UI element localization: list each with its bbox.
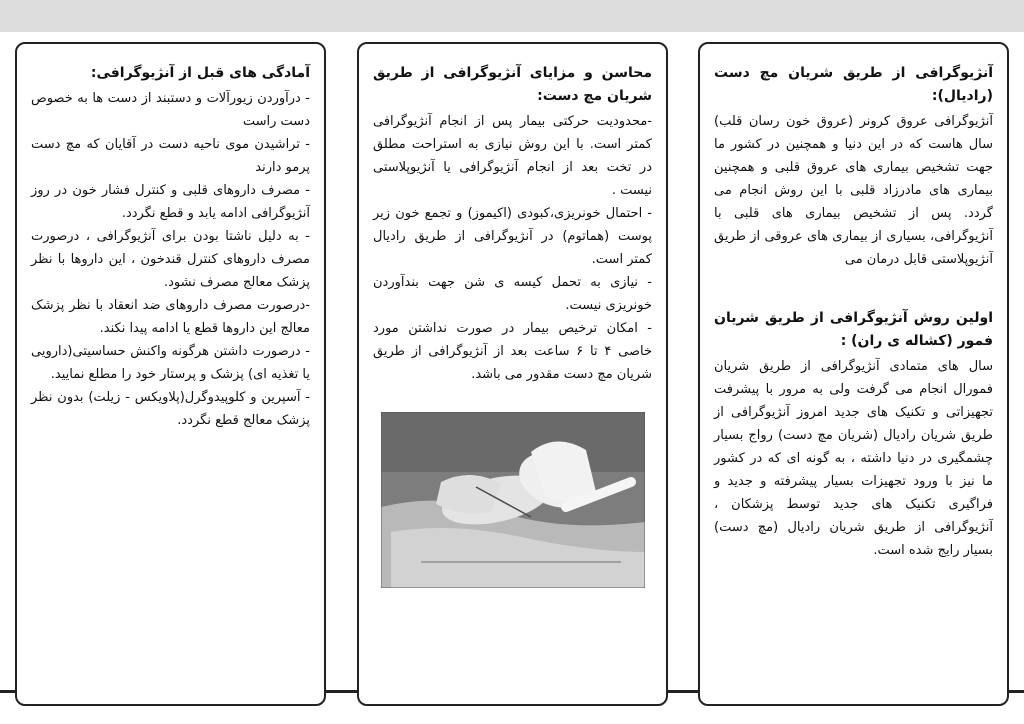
advantage-item: - احتمال خونریزی،کبودی (اکیموز) و تجمع خون زیر پوست (هماتوم) در آنژیوگرافی از طریق رادیال کمتر است. (373, 206, 652, 267)
advantages-title: محاسن و مزایای آنژیوگرافی از طریق شریان مچ دست: (373, 65, 652, 104)
preparation-item: -درصورت مصرف داروهای ضد انعقاد با نظر پزشک معالج این داروها قطع یا ادامه پیدا نکند. (31, 298, 310, 336)
top-band (0, 0, 1024, 32)
panel-radial-angiography (698, 42, 1009, 706)
preparation-title: آمادگی های قبل از آنژیوگرافی: (90, 65, 310, 81)
procedure-photo (381, 412, 645, 588)
preparation-item: - آسپرین و کلوپیدوگرل(پلاویکس - زیلت) بدون نظر پزشک معالج قطع نگردد. (31, 390, 310, 428)
femoral-section-title: اولین روش آنژیوگرافی از طریق شریان فمور (کشاله ی ران) : (714, 310, 993, 349)
radial-section-body: آنژیوگرافی عروق کرونر (عروق خون رسان قلب) سال هاست که در این دنیا و همچنین در کشور ما جهت تشخیص بیماری های عروق قلبی و همچنین بیماری های مادرزاد قلبی با این روش انجام می گردد. پس از تشخیص بیماری های قلبی با آنژیوگرافی، بسیاری از بیماری های عروقی از طریق آنژیوپلاستی قابل درمان می (714, 114, 993, 267)
advantage-item: - نیازی به تحمل کیسه ی شن جهت بندآوردن خونریزی نیست. (373, 275, 652, 313)
preparation-item: - درآوردن زیورآلات و دستبند از دست ها به خصوص دست راست (31, 91, 310, 129)
gloved-hands-illustration (381, 412, 645, 588)
advantage-item: -محدودیت حرکتی بیمار پس از انجام آنژیوگرافی کمتر است. با این روش نیازی به استراحت مطلق در تخت بعد از انجام آنژیوگرافی یا آنژیوپلاستی نیست . (373, 114, 652, 198)
section-spacer (714, 271, 993, 307)
femoral-section-body: سال های متمادی آنژیوگرافی از طریق شریان فمورال انجام می گرفت ولی به مرور با پیشرفت تجهیزاتی و تکنیک های جدید امروز آنژیوگرافی از طریق شریان رادیال (شریان مچ دست) رواج بسیار چشمگیری در دنیا داشته ، به گونه ای که در کشور ما نیز با ورود تجهیزات بسیار پیشرفته و جدید و فراگیری تکنیک های جدید توسط پزشکان ، آنژیوگرافی از طریق شریان رادیال (مچ دست) بسیار رایج شده است. (714, 359, 993, 558)
panel-preparation (15, 42, 326, 706)
preparation-item: - درصورت داشتن هرگونه واکنش حساسیتی(دارویی یا تغذیه ای) پزشک و پرستار خود را مطلع نمایید. (31, 344, 310, 382)
radial-section-title: آنژیوگرافی از طریق شریان مچ دست (رادیال): (714, 65, 993, 104)
panel-advantages (357, 42, 668, 706)
preparation-item: - مصرف داروهای قلبی و کنترل فشار خون در روز آنژیوگرافی ادامه یابد و قطع نگردد. (31, 183, 310, 221)
advantage-item: - امکان ترخیص بیمار در صورت نداشتن مورد خاصی ۴ تا ۶ ساعت بعد از آنژیوگرافی از طریق شریان مچ دست مقدور می باشد. (373, 321, 652, 382)
preparation-item: - به دلیل ناشتا بودن برای آنژیوگرافی ، درصورت مصرف داروهای کنترل قندخون ، این داروها با نظر پزشک معالج مصرف نشود. (31, 229, 310, 290)
preparation-item: - تراشیدن موی ناحیه دست در آقایان که مچ دست پرمو دارند (31, 137, 310, 175)
